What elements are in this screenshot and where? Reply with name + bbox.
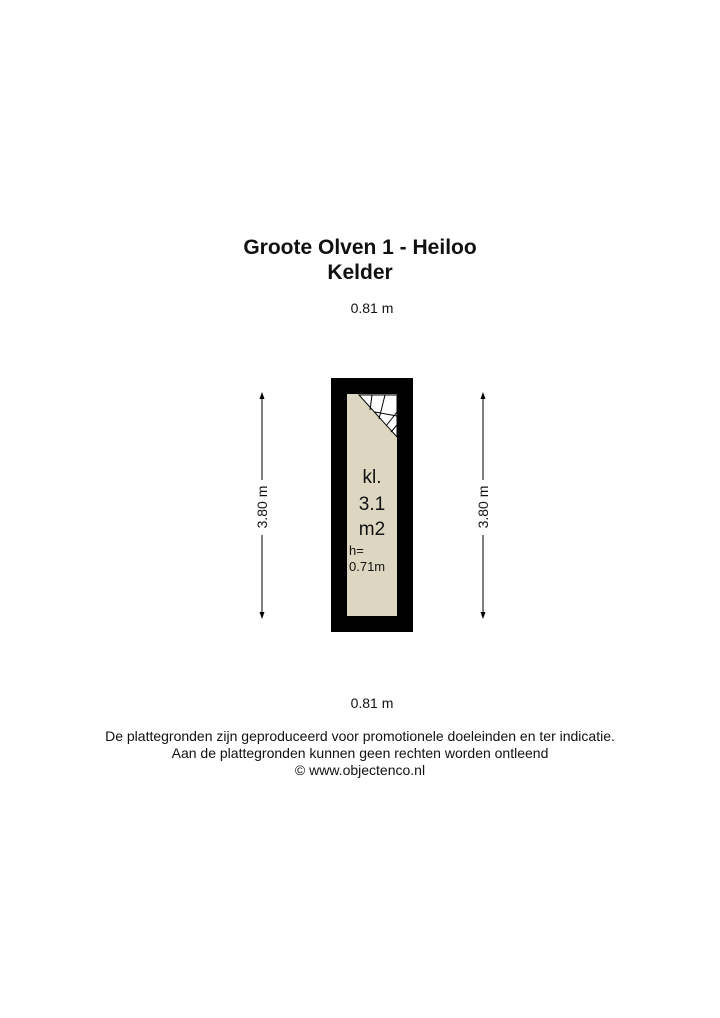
room-area-value: 3.1 [358,494,386,515]
bottom-width-dimension: 0.81 m [350,695,394,711]
copyright-line: © www.objectenco.nl [294,762,426,778]
plan-address-title: Groote Olven 1 - Heiloo [243,236,477,259]
plan-floor-title: Kelder [327,261,393,284]
top-width-dimension: 0.81 m [350,300,394,316]
room-height-label: h= [349,543,364,558]
room-height-value: 0.71m [349,559,386,574]
disclaimer-line-2: Aan de plattegronden kunnen geen rechten worden ontleend [171,745,549,761]
room-area-unit: m2 [358,519,386,540]
room-name-label: kl. [362,467,382,488]
disclaimer-line-1: De plattegronden zijn geproduceerd voor promotionele doeleinden en ter indicatie. [105,728,615,744]
left-height-dimension: 3.80 m [254,485,270,529]
right-height-dimension: 3.80 m [475,485,491,529]
